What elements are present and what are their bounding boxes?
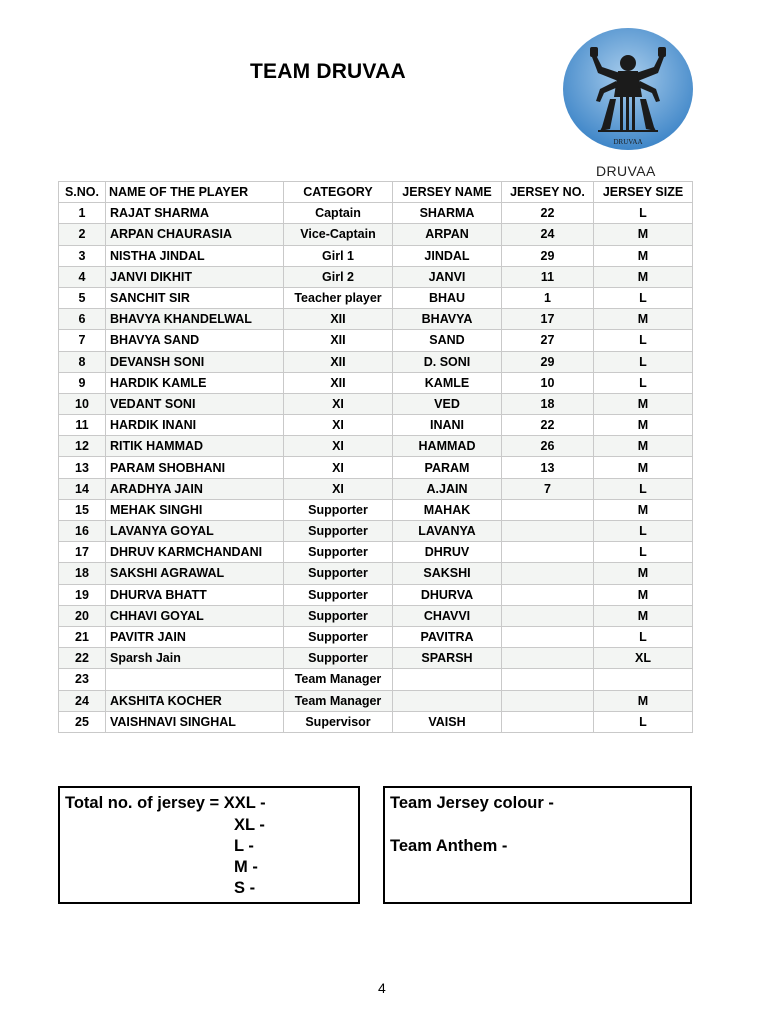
cell-jersey-no: 22 (502, 203, 594, 224)
cell-jersey-name: SAND (393, 330, 502, 351)
cell-category: Supporter (284, 542, 393, 563)
cell-category: XI (284, 478, 393, 499)
cell-jersey-name: PARAM (393, 457, 502, 478)
cell-category: Supervisor (284, 711, 393, 732)
cell-jersey-size: L (594, 287, 693, 308)
cell-player-name: BHAVYA KHANDELWAL (106, 309, 284, 330)
cell-category: Teacher player (284, 287, 393, 308)
cell-sno: 7 (59, 330, 106, 351)
cell-jersey-size: L (594, 372, 693, 393)
cell-category: XI (284, 457, 393, 478)
cell-category: XII (284, 309, 393, 330)
table-row (59, 203, 693, 224)
table-row (59, 711, 693, 732)
team-anthem-label: Team Anthem - (390, 837, 508, 855)
cell-player-name: RITIK HAMMAD (106, 436, 284, 457)
cell-jersey-name: PAVITRA (393, 626, 502, 647)
cell-sno: 20 (59, 605, 106, 626)
cell-category: Team Manager (284, 669, 393, 690)
total-xl: XL - (234, 816, 265, 834)
cell-jersey-size: M (594, 436, 693, 457)
table-row (59, 648, 693, 669)
cell-jersey-no (502, 711, 594, 732)
table-row (59, 457, 693, 478)
cell-sno: 22 (59, 648, 106, 669)
cell-jersey-no (502, 626, 594, 647)
total-m: M - (234, 858, 258, 876)
table-row (59, 330, 693, 351)
header-category: CATEGORY (284, 182, 393, 203)
cell-jersey-size: XL (594, 648, 693, 669)
cell-jersey-no: 22 (502, 415, 594, 436)
cell-player-name: BHAVYA SAND (106, 330, 284, 351)
cell-player-name: AKSHITA KOCHER (106, 690, 284, 711)
table-row (59, 584, 693, 605)
cell-jersey-name: CHAVVI (393, 605, 502, 626)
cell-jersey-no: 13 (502, 457, 594, 478)
cell-category: XI (284, 415, 393, 436)
cell-sno: 19 (59, 584, 106, 605)
cell-jersey-name: BHAU (393, 287, 502, 308)
cell-player-name: MEHAK SINGHI (106, 499, 284, 520)
cell-sno: 8 (59, 351, 106, 372)
table-row (59, 605, 693, 626)
header-jersey-size: JERSEY SIZE (594, 182, 693, 203)
cell-jersey-no (502, 499, 594, 520)
cell-jersey-size: M (594, 690, 693, 711)
cell-sno: 18 (59, 563, 106, 584)
cell-jersey-name: KAMLE (393, 372, 502, 393)
cell-category: Supporter (284, 626, 393, 647)
cell-category: XII (284, 372, 393, 393)
cell-jersey-name: BHAVYA (393, 309, 502, 330)
cell-jersey-size: M (594, 605, 693, 626)
table-header-row (59, 182, 693, 203)
cell-category: XI (284, 393, 393, 414)
table-row (59, 415, 693, 436)
header-player-name: NAME OF THE PLAYER (106, 182, 284, 203)
cell-category: XII (284, 351, 393, 372)
cell-jersey-name: ARPAN (393, 224, 502, 245)
cell-player-name: RAJAT SHARMA (106, 203, 284, 224)
cell-jersey-size: M (594, 245, 693, 266)
table-row (59, 542, 693, 563)
cell-jersey-no: 7 (502, 478, 594, 499)
table-row (59, 669, 693, 690)
cell-jersey-name: VAISH (393, 711, 502, 732)
cell-jersey-name: VED (393, 393, 502, 414)
cell-jersey-no (502, 563, 594, 584)
cell-jersey-no (502, 669, 594, 690)
cell-jersey-size: M (594, 309, 693, 330)
total-s: S - (234, 879, 256, 897)
cell-sno: 25 (59, 711, 106, 732)
cell-player-name: ARPAN CHAURASIA (106, 224, 284, 245)
cell-jersey-size (594, 669, 693, 690)
cell-category: Vice-Captain (284, 224, 393, 245)
logo-caption: DRUVAA (596, 163, 656, 179)
table-row (59, 436, 693, 457)
cell-category: Supporter (284, 605, 393, 626)
cell-jersey-size: L (594, 521, 693, 542)
cell-jersey-size: L (594, 542, 693, 563)
cell-jersey-name (393, 669, 502, 690)
cell-player-name: HARDIK KAMLE (106, 372, 284, 393)
cell-sno: 9 (59, 372, 106, 393)
table-row (59, 393, 693, 414)
cell-category: Supporter (284, 521, 393, 542)
cell-player-name: PAVITR JAIN (106, 626, 284, 647)
jersey-totals-box (58, 786, 360, 904)
logo-mark-text: DRUVAA (613, 138, 643, 146)
cell-sno: 17 (59, 542, 106, 563)
cell-player-name: DHRUV KARMCHANDANI (106, 542, 284, 563)
cell-jersey-size: M (594, 224, 693, 245)
cell-jersey-no: 29 (502, 351, 594, 372)
cell-category: Captain (284, 203, 393, 224)
cell-jersey-no (502, 648, 594, 669)
cell-category: Supporter (284, 648, 393, 669)
cell-jersey-no (502, 690, 594, 711)
cell-category: Team Manager (284, 690, 393, 711)
cell-player-name: VEDANT SONI (106, 393, 284, 414)
cell-jersey-no: 24 (502, 224, 594, 245)
cell-jersey-size: M (594, 499, 693, 520)
table-row (59, 626, 693, 647)
cell-jersey-size: L (594, 203, 693, 224)
cell-sno: 5 (59, 287, 106, 308)
cell-sno: 14 (59, 478, 106, 499)
cell-sno: 1 (59, 203, 106, 224)
cell-jersey-size: M (594, 563, 693, 584)
cell-jersey-name: HAMMAD (393, 436, 502, 457)
table-row (59, 351, 693, 372)
cell-jersey-size: M (594, 584, 693, 605)
total-l: L - (234, 837, 254, 855)
cell-player-name: LAVANYA GOYAL (106, 521, 284, 542)
header-jersey-no: JERSEY NO. (502, 182, 594, 203)
cell-sno: 11 (59, 415, 106, 436)
cell-player-name: DEVANSH SONI (106, 351, 284, 372)
cell-jersey-no: 29 (502, 245, 594, 266)
cell-jersey-no: 17 (502, 309, 594, 330)
header-jersey-name: JERSEY NAME (393, 182, 502, 203)
cell-jersey-size: M (594, 393, 693, 414)
cell-jersey-no: 27 (502, 330, 594, 351)
cell-jersey-size: L (594, 626, 693, 647)
cell-category: Supporter (284, 499, 393, 520)
cell-jersey-size: L (594, 351, 693, 372)
cell-jersey-name: MAHAK (393, 499, 502, 520)
cell-jersey-no (502, 584, 594, 605)
cell-jersey-size: L (594, 330, 693, 351)
table-row (59, 690, 693, 711)
cell-jersey-no: 11 (502, 266, 594, 287)
cell-sno: 6 (59, 309, 106, 330)
table-row (59, 245, 693, 266)
cell-jersey-no: 26 (502, 436, 594, 457)
cell-player-name: NISTHA JINDAL (106, 245, 284, 266)
jersey-total-label: Total no. of jersey = XXL - (65, 794, 266, 812)
table-row (59, 521, 693, 542)
cell-jersey-no (502, 521, 594, 542)
cell-jersey-name: DHURVA (393, 584, 502, 605)
cell-jersey-name: SAKSHI (393, 563, 502, 584)
cell-sno: 10 (59, 393, 106, 414)
cell-sno: 21 (59, 626, 106, 647)
table-row (59, 309, 693, 330)
cell-player-name: HARDIK INANI (106, 415, 284, 436)
cell-player-name (106, 669, 284, 690)
table-row (59, 224, 693, 245)
team-info-box (383, 786, 692, 904)
table-row (59, 478, 693, 499)
cell-jersey-no (502, 605, 594, 626)
cell-jersey-size: L (594, 478, 693, 499)
table-row (59, 266, 693, 287)
cell-player-name: ARADHYA JAIN (106, 478, 284, 499)
cell-category: XII (284, 330, 393, 351)
cell-jersey-name: SHARMA (393, 203, 502, 224)
cell-jersey-name: A.JAIN (393, 478, 502, 499)
page-title: TEAM DRUVAA (250, 60, 406, 83)
cell-jersey-no (502, 542, 594, 563)
cell-player-name: PARAM SHOBHANI (106, 457, 284, 478)
cell-jersey-size: M (594, 266, 693, 287)
table-row (59, 287, 693, 308)
cell-jersey-no: 18 (502, 393, 594, 414)
cell-jersey-name: LAVANYA (393, 521, 502, 542)
cell-player-name: Sparsh Jain (106, 648, 284, 669)
cell-sno: 16 (59, 521, 106, 542)
cell-sno: 4 (59, 266, 106, 287)
cell-player-name: SANCHIT SIR (106, 287, 284, 308)
table-row (59, 499, 693, 520)
cell-player-name: CHHAVI GOYAL (106, 605, 284, 626)
cell-jersey-name: D. SONI (393, 351, 502, 372)
cell-jersey-size: M (594, 415, 693, 436)
team-logo (562, 27, 694, 151)
cell-sno: 12 (59, 436, 106, 457)
header-sno: S.NO. (59, 182, 106, 203)
cell-player-name: DHURVA BHATT (106, 584, 284, 605)
cell-jersey-size: L (594, 711, 693, 732)
cell-sno: 15 (59, 499, 106, 520)
cell-sno: 3 (59, 245, 106, 266)
cell-category: XI (284, 436, 393, 457)
cell-jersey-no: 1 (502, 287, 594, 308)
cell-category: Supporter (284, 584, 393, 605)
cell-jersey-name: JANVI (393, 266, 502, 287)
cell-player-name: JANVI DIKHIT (106, 266, 284, 287)
cell-category: Girl 1 (284, 245, 393, 266)
cell-sno: 13 (59, 457, 106, 478)
cell-jersey-name: DHRUV (393, 542, 502, 563)
cell-sno: 23 (59, 669, 106, 690)
cell-jersey-no: 10 (502, 372, 594, 393)
cell-player-name: SAKSHI AGRAWAL (106, 563, 284, 584)
cell-jersey-name: INANI (393, 415, 502, 436)
cell-jersey-name (393, 690, 502, 711)
players-table (58, 181, 693, 733)
cell-sno: 24 (59, 690, 106, 711)
page-number: 4 (378, 980, 386, 996)
table-row (59, 563, 693, 584)
jersey-colour-label: Team Jersey colour - (390, 794, 554, 812)
table-row (59, 372, 693, 393)
cell-sno: 2 (59, 224, 106, 245)
cell-jersey-name: SPARSH (393, 648, 502, 669)
cell-jersey-size: M (594, 457, 693, 478)
cell-category: Supporter (284, 563, 393, 584)
cell-player-name: VAISHNAVI SINGHAL (106, 711, 284, 732)
cell-category: Girl 2 (284, 266, 393, 287)
cell-jersey-name: JINDAL (393, 245, 502, 266)
